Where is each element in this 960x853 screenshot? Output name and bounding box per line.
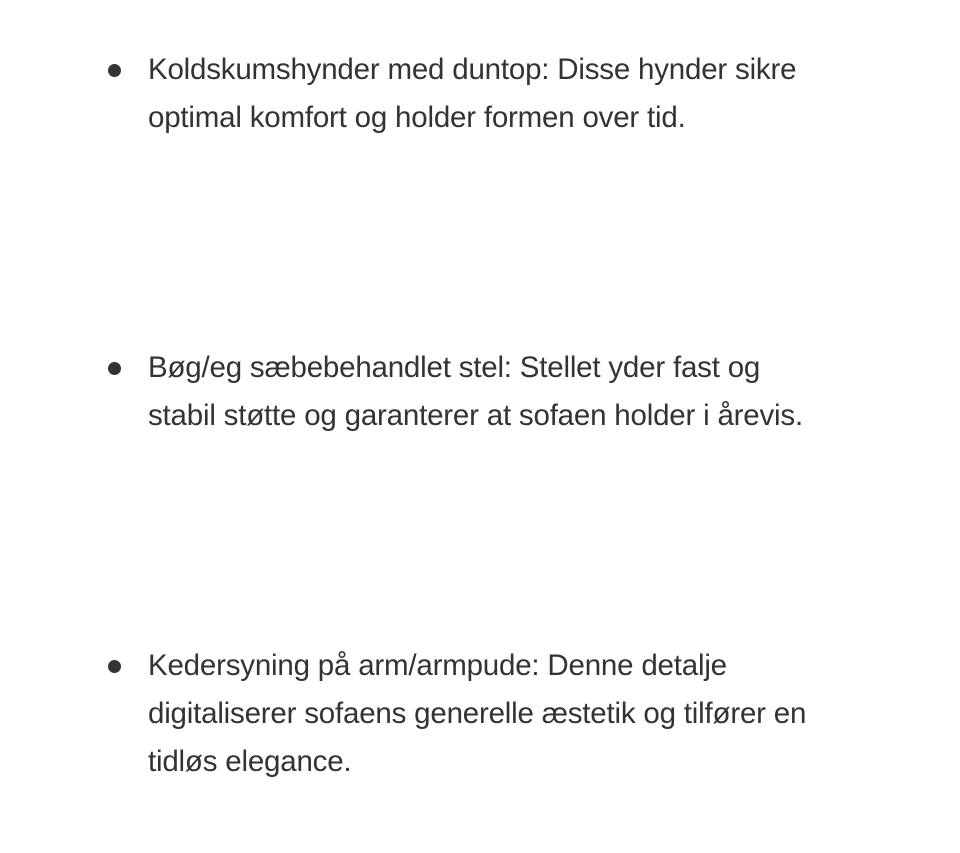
list-item-text <box>148 344 938 440</box>
list-item-text <box>148 642 938 786</box>
bullet-icon <box>108 660 121 673</box>
text-line: Bøg/eg sæbebehandlet stel: Stellet yder fast og <box>148 351 761 384</box>
text-line: Kedersyning på arm/armpude: Denne detalje <box>148 649 727 682</box>
text-line: tidløs elegance. <box>148 745 352 778</box>
list-item-text <box>148 46 938 142</box>
bullet-icon <box>108 362 121 375</box>
text-line: digitaliserer sofaens generelle æstetik og tilfører en <box>148 697 807 730</box>
bullet-icon <box>108 64 121 77</box>
text-line: Koldskumshynder med duntop: Disse hynder sikre <box>148 53 797 86</box>
text-line: stabil støtte og garanterer at sofaen holder i årevis. <box>148 399 803 432</box>
text-line: optimal komfort og holder formen over tid. <box>148 101 686 134</box>
